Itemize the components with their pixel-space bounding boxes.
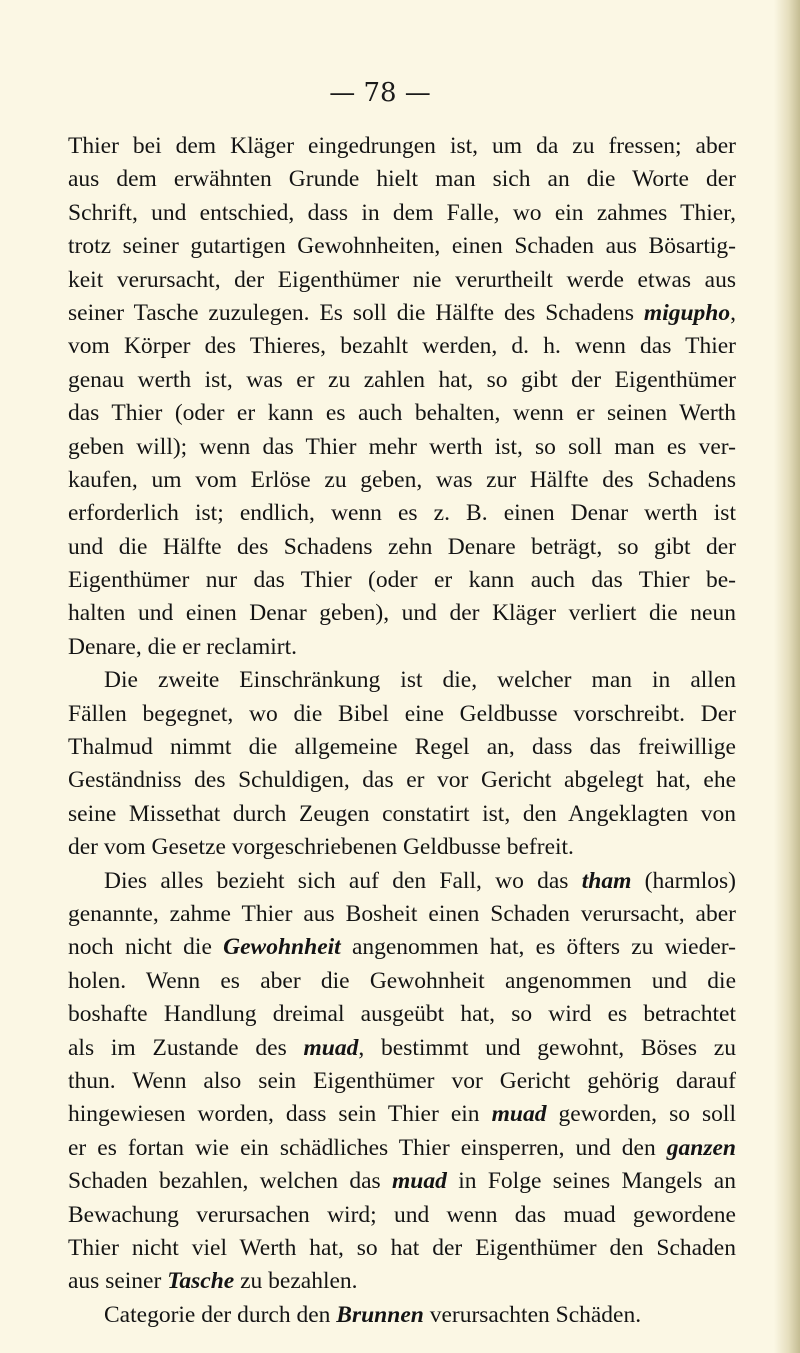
line-text: erforderlich ist; endlich, wenn es z. B. einen Denar werth ist <box>68 500 736 527</box>
line-text-post: in Folge seines Mangels an <box>446 1168 736 1195</box>
line-text: genau werth ist, was er zu zahlen hat, so gibt der Eigenthümer <box>68 366 736 393</box>
line-text: Fällen begegnet, wo die Bibel eine Geldbusse vorschreibt. Der <box>68 700 736 727</box>
line-text: kaufen, um vom Erlöse zu geben, was zur Hälfte des Schadens <box>68 466 736 493</box>
line-text: Thalmud nimmt die allgemeine Regel an, dass das freiwillige <box>68 734 736 761</box>
line-text: Geständniss des Schuldigen, das er vor Gericht abgelegt hat, ehe <box>68 767 736 794</box>
text-line <box>68 497 736 530</box>
emphasized-term: migupho <box>643 299 731 326</box>
text-line <box>68 664 736 697</box>
text-line <box>68 1065 736 1098</box>
text-line <box>68 831 736 864</box>
line-text: und die Hälfte des Schadens zehn Denare beträgt, so gibt der <box>68 533 736 560</box>
line-text-post: zu bezahlen. <box>234 1268 358 1295</box>
line-text: geben will); wenn das Thier mehr werth ist, so soll man es ver- <box>68 433 736 460</box>
line-text: Denare, die er reclamirt. <box>68 633 297 660</box>
line-text: Thier bei dem Kläger eingedrungen ist, um da zu fressen; aber <box>68 133 736 159</box>
text-line <box>68 297 736 330</box>
text-line <box>68 798 736 831</box>
line-text-pre: er es fortan wie ein schädliches Thier einsperren, und den <box>68 1134 667 1161</box>
text-line <box>68 364 736 397</box>
text-line <box>68 731 736 764</box>
line-text: Die zweite Einschränkung ist die, welcher man in allen <box>104 667 736 694</box>
line-text-pre: noch nicht die <box>68 934 224 961</box>
text-line <box>68 464 736 497</box>
line-text-post: , bestimmt und gewohnt, Böses zu <box>358 1034 736 1061</box>
emphasized-term: tham <box>581 867 632 894</box>
text-line <box>68 130 736 163</box>
emphasized-term: Gewohnheit <box>223 934 341 961</box>
line-text: Eigenthümer nur das Thier (oder er kann auch das Thier be- <box>68 567 736 594</box>
line-text-post: , <box>730 299 736 326</box>
text-line <box>68 597 736 630</box>
text-line <box>68 1032 736 1065</box>
page-number: — 78 — <box>329 78 431 108</box>
line-text: keit verursacht, der Eigenthümer nie verurtheilt werde etwas aus <box>68 266 736 293</box>
line-text-pre: hingewiesen worden, dass sein Thier ein <box>68 1101 492 1128</box>
emphasized-term: ganzen <box>666 1134 736 1161</box>
line-text-pre: seiner Tasche zuzulegen. Es soll die Hälfte des Schadens <box>68 299 644 326</box>
text-line <box>68 898 736 931</box>
text-line <box>68 1299 736 1332</box>
emphasized-term: Brunnen <box>336 1301 424 1328</box>
text-line <box>68 531 736 564</box>
text-line <box>68 163 736 196</box>
line-text-pre: Dies alles bezieht sich auf den Fall, wo das <box>104 867 582 894</box>
text-line <box>68 330 736 363</box>
line-text: aus dem erwähnten Grunde hielt man sich an die Worte der <box>68 166 736 193</box>
line-text-post: (harmlos) <box>631 867 736 894</box>
line-text-pre: Categorie der durch den <box>104 1301 337 1328</box>
line-text: trotz seiner gutartigen Gewohnheiten, einen Schaden aus Bösartig- <box>68 233 736 260</box>
text-line <box>68 1199 736 1232</box>
text-line <box>68 264 736 297</box>
line-text: boshafte Handlung dreimal ausgeübt hat, so wird es betrachtet <box>68 1001 736 1028</box>
text-line <box>68 431 736 464</box>
text-line <box>68 1098 736 1131</box>
text-line <box>68 865 736 898</box>
text-line <box>68 1232 736 1265</box>
line-text: Bewachung verursachen wird; und wenn das muad gewordene <box>68 1201 736 1228</box>
page-edge-shadow <box>774 0 800 1353</box>
line-text: vom Körper des Thieres, bezahlt werden, d. h. wenn das Thier <box>68 333 736 360</box>
emphasized-term: muad <box>491 1101 547 1128</box>
text-line <box>68 1265 736 1298</box>
emphasized-term: muad <box>303 1034 359 1061</box>
line-text: Schrift, und entschied, dass in dem Falle, wo ein zahmes Thier, <box>68 199 736 226</box>
line-text: seine Missethat durch Zeugen constatirt ist, den Angeklagten von <box>68 800 736 827</box>
line-text-pre: aus seiner <box>68 1268 168 1295</box>
emphasized-term: muad <box>392 1168 447 1195</box>
line-text-pre: als im Zustande des <box>68 1034 304 1061</box>
text-line <box>68 931 736 964</box>
line-text: genannte, zahme Thier aus Bosheit einen Schaden verursacht, aber <box>68 900 736 927</box>
text-line <box>68 698 736 731</box>
text-line <box>68 564 736 597</box>
body-text <box>68 130 736 1332</box>
text-line <box>68 197 736 230</box>
text-line <box>68 965 736 998</box>
line-text-post: geworden, so soll <box>546 1101 736 1128</box>
text-line <box>68 764 736 797</box>
text-line <box>68 230 736 263</box>
line-text-pre: Schaden bezahlen, welchen das <box>68 1168 393 1195</box>
line-text: halten und einen Denar geben), und der Kläger verliert die neun <box>68 600 736 627</box>
text-line <box>68 631 736 664</box>
text-line <box>68 998 736 1031</box>
line-text: Thier nicht viel Werth hat, so hat der Eigenthümer den Schaden <box>68 1234 736 1261</box>
emphasized-term: Tasche <box>167 1268 235 1295</box>
text-line <box>68 397 736 430</box>
text-line <box>68 1132 736 1165</box>
text-line <box>68 1165 736 1198</box>
line-text: der vom Gesetze vorgeschriebenen Geldbusse befreit. <box>68 834 574 861</box>
line-text: holen. Wenn es aber die Gewohnheit angenommen und die <box>68 967 736 994</box>
line-text: das Thier (oder er kann es auch behalten, wenn er seinen Werth <box>68 400 736 427</box>
line-text: thun. Wenn also sein Eigenthümer vor Gericht gehörig darauf <box>68 1067 736 1094</box>
line-text-post: angenommen hat, es öfters zu wieder- <box>340 934 736 961</box>
line-text-post: verursachten Schäden. <box>423 1301 642 1328</box>
